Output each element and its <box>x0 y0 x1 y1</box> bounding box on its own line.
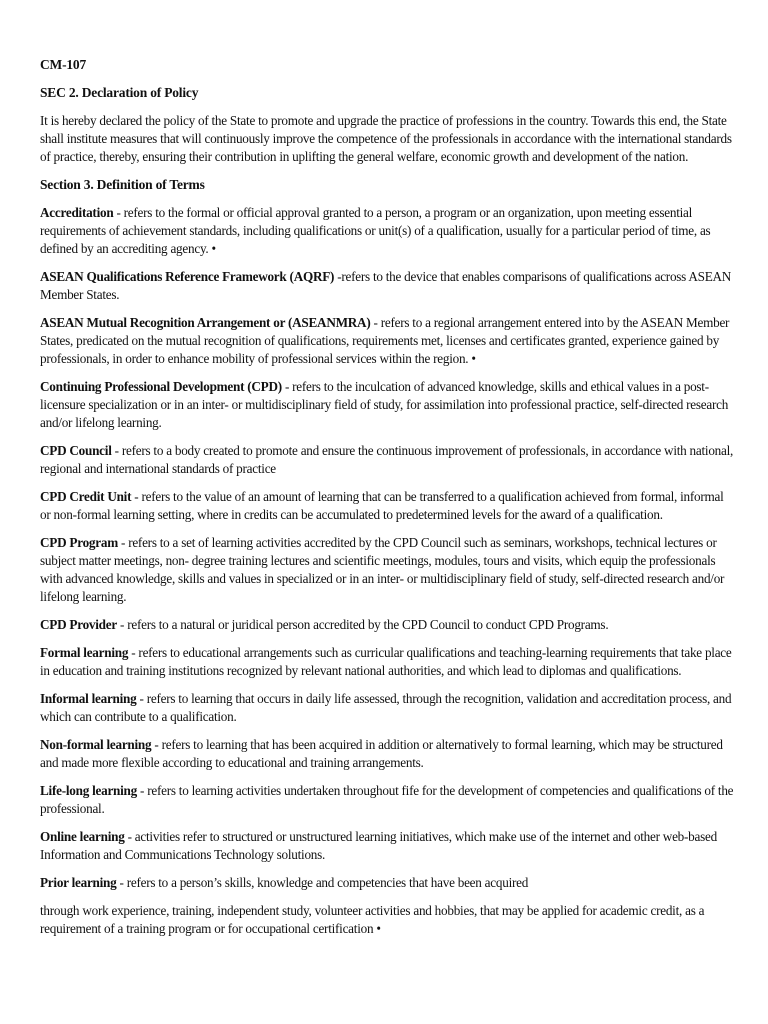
term-name: Non-formal learning <box>40 737 152 752</box>
definition-accreditation <box>40 204 734 258</box>
definition-online-learning <box>40 828 734 864</box>
term-definition: - refers to the inculcation of advanced knowledge, skills and ethical values in a post-licensure specialization or in an inter- or multidisciplinary field of study, for assimilation into professional practice, self-directed research and/or lifelong learning. <box>40 379 729 430</box>
document-code: CM-107 <box>40 57 87 72</box>
term-definition: - refers to learning that occurs in daily life assessed, through the recognition, validation and accreditation process, and which can contribute to a qualification. <box>40 691 732 724</box>
term-name: Accreditation <box>40 205 114 220</box>
definition-prior-learning <box>40 874 734 892</box>
prior-learning-continuation: through work experience, training, independent study, volunteer activities and hobbies, that may be applied for academic credit, as a requirement of a training program or for occupational certification • <box>40 903 705 936</box>
definition-cpd <box>40 378 734 432</box>
term-name: Life-long learning <box>40 783 137 798</box>
definition-non-formal-learning <box>40 736 734 772</box>
definition-life-long-learning <box>40 782 734 818</box>
term-definition: - refers to the value of an amount of learning that can be transferred to a qualification achieved from formal, informal or non-formal learning setting, where in credits can be accumulated to predetermined levels for the award of a qualification. <box>40 489 724 522</box>
term-definition: - refers to educational arrangements such as curricular qualifications and teaching-learning requirements that take place in education and training institutions recognized by relevant national authorities, and which lead to diplomas and qualifications. <box>40 645 732 678</box>
definition-formal-learning <box>40 644 734 680</box>
term-name: CPD Program <box>40 535 118 550</box>
term-name: Continuing Professional Development (CPD) <box>40 379 282 394</box>
term-definition: - refers to a regional arrangement entered into by the ASEAN Member States, predicated on the mutual recognition of qualifications, requirements met, licenses and certificates granted, experience gained by professionals, in order to enhance mobility of professional services within the region. • <box>40 315 730 366</box>
declaration-of-policy-text: It is hereby declared the policy of the State to promote and upgrade the practice of professions in the country. Towards this end, the State shall institute measures that will continuously improve the competence of the professionals in accordance with the international standards of practice, thereby, ensuring their contribution in uplifting the general welfare, economic growth and development of the nation. <box>40 113 732 164</box>
section-2-heading: SEC 2. Declaration of Policy <box>40 85 199 100</box>
definition-aseanmra <box>40 314 734 368</box>
definition-cpd-program <box>40 534 734 606</box>
term-name: CPD Council <box>40 443 112 458</box>
term-definition: -refers to the device that enables comparisons of qualifications across ASEAN Member States. <box>40 269 732 302</box>
term-definition: - refers to learning activities undertaken throughout fife for the development of competencies and qualifications of the professional. <box>40 783 734 816</box>
term-name: ASEAN Qualifications Reference Framework (AQRF) <box>40 269 335 284</box>
definition-cpd-council <box>40 442 734 478</box>
term-name: Prior learning <box>40 875 117 890</box>
term-definition: - refers to a natural or juridical person accredited by the CPD Council to conduct CPD Programs. <box>116 617 609 632</box>
term-name: CPD Provider <box>40 617 117 632</box>
term-name: Informal learning <box>40 691 137 706</box>
definition-cpd-credit-unit <box>40 488 734 524</box>
section-3-heading: Section 3. Definition of Terms <box>40 177 205 192</box>
term-name: Formal learning <box>40 645 129 660</box>
definition-aqrf <box>40 268 734 304</box>
term-name: Online learning <box>40 829 125 844</box>
definition-cpd-provider <box>40 616 734 634</box>
term-definition: - refers to a person’s skills, knowledge and competencies that have been acquired <box>116 875 529 890</box>
term-definition: - refers to a body created to promote and ensure the continuous improvement of professionals, in accordance with national, regional and international standards of practice <box>40 443 734 476</box>
term-name: ASEAN Mutual Recognition Arrangement or (ASEANMRA) <box>40 315 371 330</box>
term-definition: - refers to a set of learning activities accredited by the CPD Council such as seminars, workshops, technical lectures or subject matter meetings, non- degree training lectures and scientific meetings, modules, tours and visits, which equip the professionals with advanced knowledge, skills and values in specialized or in an inter- or multidisciplinary field of study, self-directed research and/or lifelong learning. <box>40 535 725 604</box>
term-definition: - activities refer to structured or unstructured learning initiatives, which make use of the internet and other web-based Information and Communications Technology solutions. <box>40 829 717 862</box>
term-definition: - refers to the formal or official approval granted to a person, a program or an organization, upon meeting essential requirements of achievement standards, including qualifications or unit(s) of a qualification, usually for a particular period of time, as defined by an accrediting agency. • <box>40 205 711 256</box>
definition-informal-learning <box>40 690 734 726</box>
definitions-list <box>40 204 734 892</box>
term-definition: - refers to learning that has been acquired in addition or alternatively to formal learning, which may be structured and made more flexible according to educational and training arrangements. <box>40 737 723 770</box>
term-name: CPD Credit Unit <box>40 489 132 504</box>
